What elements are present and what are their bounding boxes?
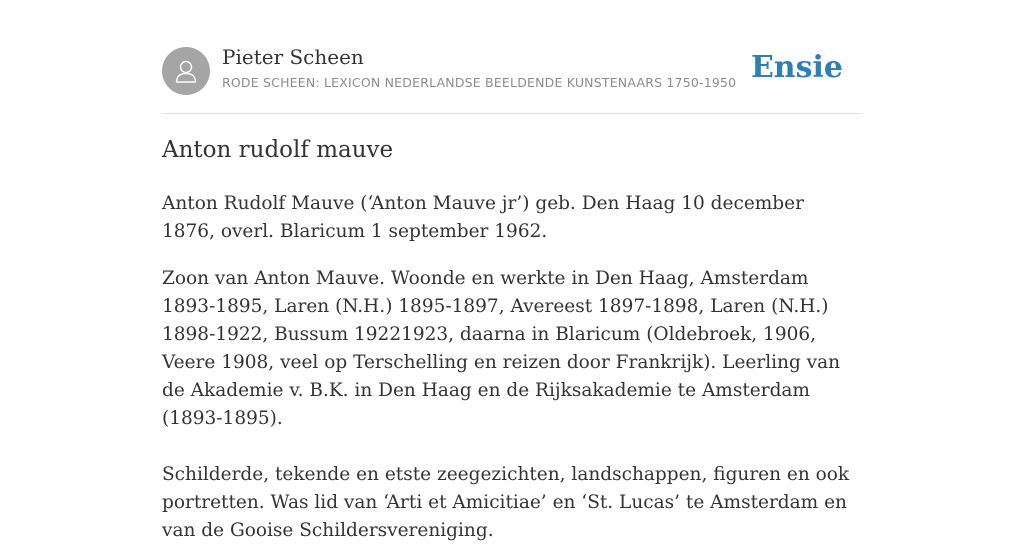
ensie-logo-link[interactable]: Ensie (750, 50, 843, 85)
article-paragraph: Schilderde, tekende en etste zeegezichten, landschappen, figuren en ook portretten. Was lid van ‘Arti et Amicitiae’ en ‘St. Lucas’ te Amsterdam en van de Gooise Schildersvereniging. (162, 464, 850, 541)
article-paragraph: Zoon van Anton Mauve. Woonde en werkte in Den Haag, Amsterdam 1893-1895, Laren (N.H.) 1895-1897, Avereest 1897-1898, Laren (N.H.) 1898-1922, Bussum 19221923, daarna in Blaricum (Oldebroek, 1906, Veere 1908, veel op Terschelling en reizen door Frankrijk). Leerling van de Akademie v. B.K. in Den Haag en de Rijksakademie te Amsterdam (1893-1895). (162, 268, 841, 429)
article-container (162, 0, 862, 541)
author-name[interactable]: Pieter Scheen (222, 45, 364, 69)
author-source[interactable]: RODE SCHEEN: LEXICON NEDERLANDSE BEELDENDE KUNSTENAARS 1750-1950 (222, 75, 737, 90)
user-icon (172, 57, 200, 85)
article-title: Anton rudolf mauve (162, 137, 394, 163)
article-header (162, 0, 862, 114)
article-paragraph: Anton Rudolf Mauve (‘Anton Mauve jr’) geb. Den Haag 10 december 1876, overl. Blaricum 1 september 1962. (162, 193, 804, 242)
article-body (162, 190, 862, 545)
author-avatar[interactable] (162, 47, 210, 95)
